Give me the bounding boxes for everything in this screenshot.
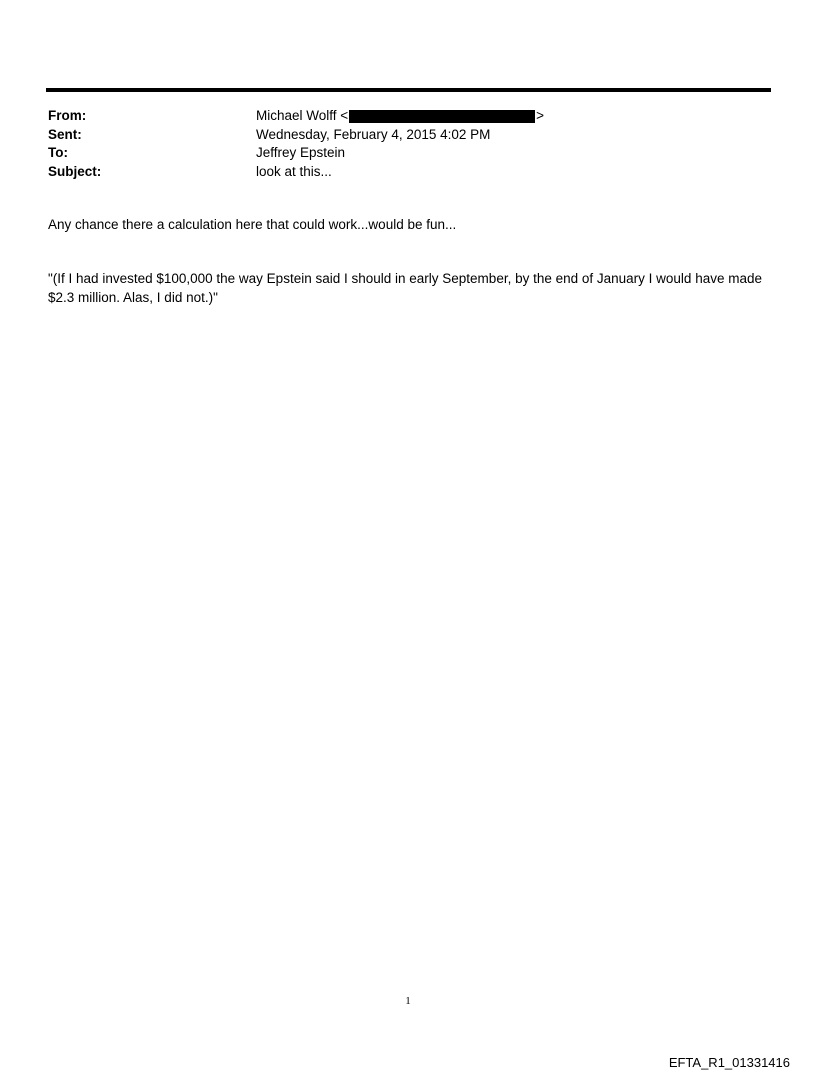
header-divider — [46, 88, 771, 92]
from-label: From: — [48, 108, 87, 124]
header-row-sent — [48, 126, 748, 145]
email-body-quote: "(If I had invested $100,000 the way Epstein said I should in early September, by the end of January I would have made $2.3 million. Alas, I did not.)" — [48, 271, 762, 305]
subject-value: look at this... — [256, 163, 332, 179]
sent-value: Wednesday, February 4, 2015 4:02 PM — [256, 126, 491, 142]
redaction-block — [349, 110, 535, 123]
header-row-subject — [48, 163, 748, 182]
header-row-to — [48, 144, 748, 163]
header-row-from — [48, 107, 748, 126]
from-suffix: > — [536, 108, 545, 124]
subject-label: Subject: — [48, 163, 102, 179]
page-number: 1 — [405, 995, 411, 1007]
from-value — [256, 107, 544, 125]
from-name: Michael Wolff < — [256, 108, 349, 124]
to-value: Jeffrey Epstein — [256, 145, 346, 161]
email-body-line: Any chance there a calculation here that could work...would be fun... — [48, 217, 457, 232]
bates-number: EFTA_R1_01331416 — [668, 1055, 790, 1070]
email-header — [48, 107, 748, 181]
sent-label: Sent: — [48, 126, 82, 142]
to-label: To: — [48, 145, 68, 161]
